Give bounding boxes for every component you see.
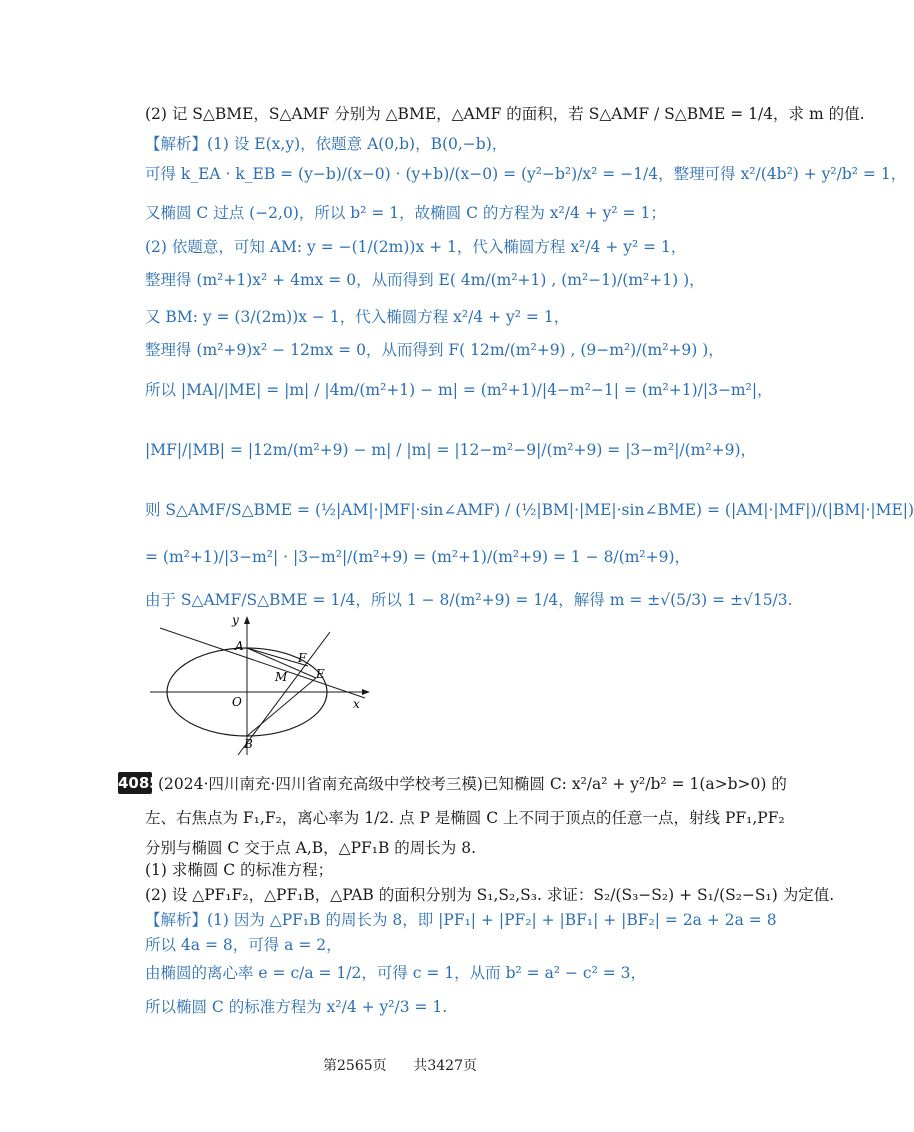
solution-line: 所以椭圆 C 的标准方程为 x²/4 + y²/3 = 1.	[145, 998, 448, 1016]
solution-line: 整理得 (m²+1)x² + 4mx = 0，从而得到 E( 4m/(m²+1) , (m²−1)/(m²+1) )，	[145, 271, 705, 289]
solution-line: 所以 |MA|/|ME| = |m| / |4m/(m²+1) − m| = (m²+1)/|4−m²−1| = (m²+1)/|3−m²|，	[145, 381, 773, 399]
point-e-label: E	[316, 667, 325, 681]
solution-line: 整理得 (m²+9)x² − 12mx = 0，从而得到 F( 12m/(m²+9) , (9−m²)/(m²+9) )，	[145, 341, 724, 359]
problem-statement: 分别与椭圆 C 交于点 A,B，△PF₁B 的周长为 8.	[145, 839, 477, 857]
page-total: 共3427页	[413, 1058, 477, 1074]
problem-part1: (1) 求椭圆 C 的标准方程；	[145, 861, 334, 879]
problem-statement: 左、右焦点为 F₁,F₂，离心率为 1/2. 点 P 是椭圆 C 上不同于顶点的任意一点，射线 PF₁,PF₂	[145, 809, 785, 827]
problem-number-badge: 4085	[118, 774, 160, 792]
solution-line: 又椭圆 C 过点 (−2,0)，所以 b² = 1，故椭圆 C 的方程为 x²/4 + y² = 1；	[145, 204, 666, 222]
solution-line: 由椭圆的离心率 e = c/a = 1/2，可得 c = 1，从而 b² = a² − c² = 3，	[145, 964, 646, 982]
solution-line: 【解析】(1) 因为 △PF₁B 的周长为 8，即 |PF₁| + |PF₂| + |BF₁| + |BF₂| = 2a + 2a = 8	[145, 911, 777, 929]
solution-line: |MF|/|MB| = |12m/(m²+9) − m| / |m| = |12−m²−9|/(m²+9) = |3−m²|/(m²+9)，	[145, 441, 756, 459]
solution-line: 则 S△AMF/S△BME = (½|AM|·|MF|·sin∠AMF) / (½|BM|·|ME|·sin∠BME) = (|AM|·|MF|)/(|BM|·|ME|)	[145, 501, 914, 519]
solution-line: 所以 4a = 8，可得 a = 2，	[145, 936, 342, 954]
solution-line: 由于 S△AMF/S△BME = 1/4，所以 1 − 8/(m²+9) = 1/4，解得 m = ±√(5/3) = ±√15/3.	[145, 591, 793, 609]
point-b-label: B	[244, 737, 253, 751]
page-number: 第2565页	[323, 1058, 387, 1074]
point-a-label: A	[235, 639, 244, 653]
page-footer	[0, 1055, 800, 1075]
ellipse-figure	[140, 610, 380, 760]
solution-line: 又 BM: y = (3/(2m))x − 1，代入椭圆方程 x²/4 + y² = 1，	[145, 308, 570, 326]
solution-line: = (m²+1)/|3−m²| · |3−m²|/(m²+9) = (m²+1)/(m²+9) = 1 − 8/(m²+9)，	[145, 548, 691, 566]
origin-label: O	[232, 695, 242, 709]
x-axis-label: x	[353, 697, 360, 711]
part2-question: (2) 记 S△BME，S△AMF 分别为 △BME，△AMF 的面积，若 S△AMF / S△BME = 1/4，求 m 的值.	[145, 105, 865, 123]
point-f-label: F	[298, 651, 307, 665]
y-axis-label: y	[232, 613, 239, 627]
problem-statement: (2024·四川南充·四川省南充高级中学校考三模)已知椭圆 C: x²/a² + y²/b² = 1(a>b>0) 的	[158, 775, 787, 793]
problem-part2: (2) 设 △PF₁F₂，△PF₁B，△PAB 的面积分别为 S₁,S₂,S₃. 求证：S₂/(S₃−S₂) + S₁/(S₂−S₁) 为定值.	[145, 886, 835, 904]
point-m-label: M	[275, 670, 288, 684]
solution-line: (2) 依题意，可知 AM: y = −(1/(2m))x + 1，代入椭圆方程 x²/4 + y² = 1，	[145, 238, 687, 256]
solution-line: 可得 k_EA · k_EB = (y−b)/(x−0) · (y+b)/(x−0) = (y²−b²)/x² = −1/4，整理可得 x²/(4b²) + y²/b² = 1，	[145, 165, 907, 183]
solution-line: 【解析】(1) 设 E(x,y)，依题意 A(0,b)，B(0,−b)，	[145, 135, 508, 153]
